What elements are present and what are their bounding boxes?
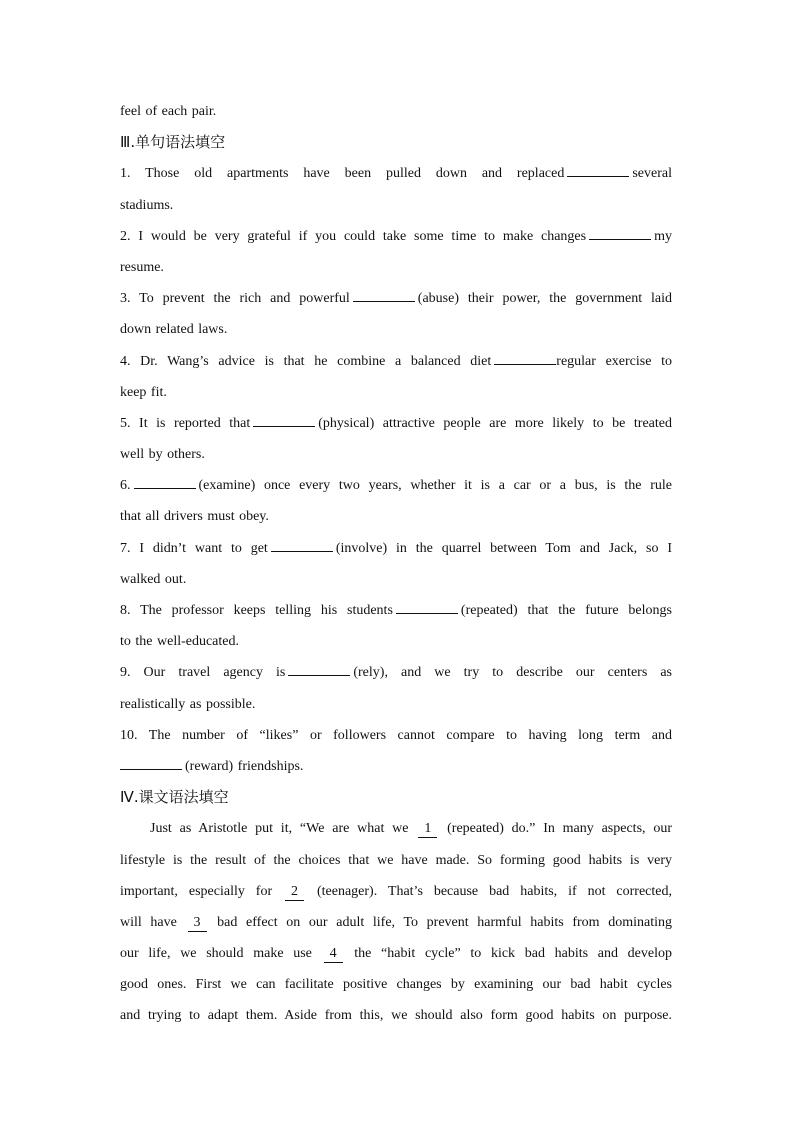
answer-blank-6[interactable] xyxy=(134,474,196,489)
question-8-line-2: to the well-educated. xyxy=(120,634,240,650)
question-6-line-1: 6. (examine) once every two years, whether it is a car or a bus, is the rule xyxy=(120,470,672,501)
question-1-line-2: stadiums. xyxy=(120,197,174,213)
question-5-line-1: 5. It is reported that (physical) attractive people are more likely to be treated xyxy=(120,408,672,439)
question-3-line-2: down related laws. xyxy=(120,322,228,338)
answer-blank-7[interactable] xyxy=(271,537,333,552)
question-1-line-1: 1. Those old apartments have been pulled down and replaced several xyxy=(120,158,672,189)
passage-blank-4[interactable]: 4 xyxy=(324,946,343,963)
answer-blank-10[interactable] xyxy=(120,755,182,770)
question-10-line-2: (reward) friendships. xyxy=(120,751,672,782)
question-3-line-1: 3. To prevent the rich and powerful (abuse) their power, the government laid xyxy=(120,283,672,314)
question-7-line-1: 7. I didn’t want to get (involve) in the quarrel between Tom and Jack, so I xyxy=(120,533,672,564)
answer-blank-4[interactable] xyxy=(494,350,556,365)
question-10-line-1: 10. The number of “likes” or followers cannot compare to having long term and xyxy=(120,727,672,743)
passage-line-4: will have 3 bad effect on our adult life, To prevent harmful habits from dominating xyxy=(120,914,672,930)
question-9-line-1: 9. Our travel agency is (rely), and we try to describe our centers as xyxy=(120,657,672,688)
question-4-line-1: 4. Dr. Wang’s advice is that he combine a balanced diet regular exercise to xyxy=(120,346,672,377)
answer-blank-2[interactable] xyxy=(589,225,651,240)
question-4-line-2: keep fit. xyxy=(120,384,167,400)
section-4-heading: Ⅳ.课文语法填空 xyxy=(120,788,229,807)
worksheet-page xyxy=(120,96,672,1032)
question-5-line-2: well by others. xyxy=(120,447,205,463)
section-3-heading: Ⅲ.单句语法填空 xyxy=(120,133,226,152)
passage-line-2: lifestyle is the result of the choices that we have made. So forming good habits is very xyxy=(120,852,672,868)
answer-blank-8[interactable] xyxy=(396,599,458,614)
answer-blank-5[interactable] xyxy=(253,412,315,427)
intro-fragment: feel of each pair. xyxy=(120,104,217,119)
answer-blank-3[interactable] xyxy=(353,287,415,302)
passage-line-3: important, especially for 2 (teenager). That’s because bad habits, if not corrected, xyxy=(120,883,672,899)
passage-blank-3[interactable]: 3 xyxy=(188,915,207,932)
question-8-line-1: 8. The professor keeps telling his students (repeated) that the future belongs xyxy=(120,595,672,626)
question-9-line-2: realistically as possible. xyxy=(120,696,256,712)
passage-line-1: Just as Aristotle put it, “We are what we 1 (repeated) do.” In many aspects, our xyxy=(150,821,672,837)
passage-blank-2[interactable]: 2 xyxy=(285,884,304,901)
passage-line-7: and trying to adapt them. Aside from this, we should also form good habits on purpose. xyxy=(120,1008,672,1024)
question-2-line-2: resume. xyxy=(120,259,164,275)
passage-line-6: good ones. First we can facilitate positive changes by examining our bad habit cycles xyxy=(120,977,672,993)
answer-blank-9[interactable] xyxy=(288,661,350,676)
answer-blank-1[interactable] xyxy=(567,162,629,177)
passage-line-5: our life, we should make use 4 the “habit cycle” to kick bad habits and develop xyxy=(120,946,672,962)
question-6-line-2: that all drivers must obey. xyxy=(120,509,269,525)
question-7-line-2: walked out. xyxy=(120,571,187,587)
passage-blank-1[interactable]: 1 xyxy=(418,821,437,838)
question-2-line-1: 2. I would be very grateful if you could take some time to make changes my xyxy=(120,221,672,252)
